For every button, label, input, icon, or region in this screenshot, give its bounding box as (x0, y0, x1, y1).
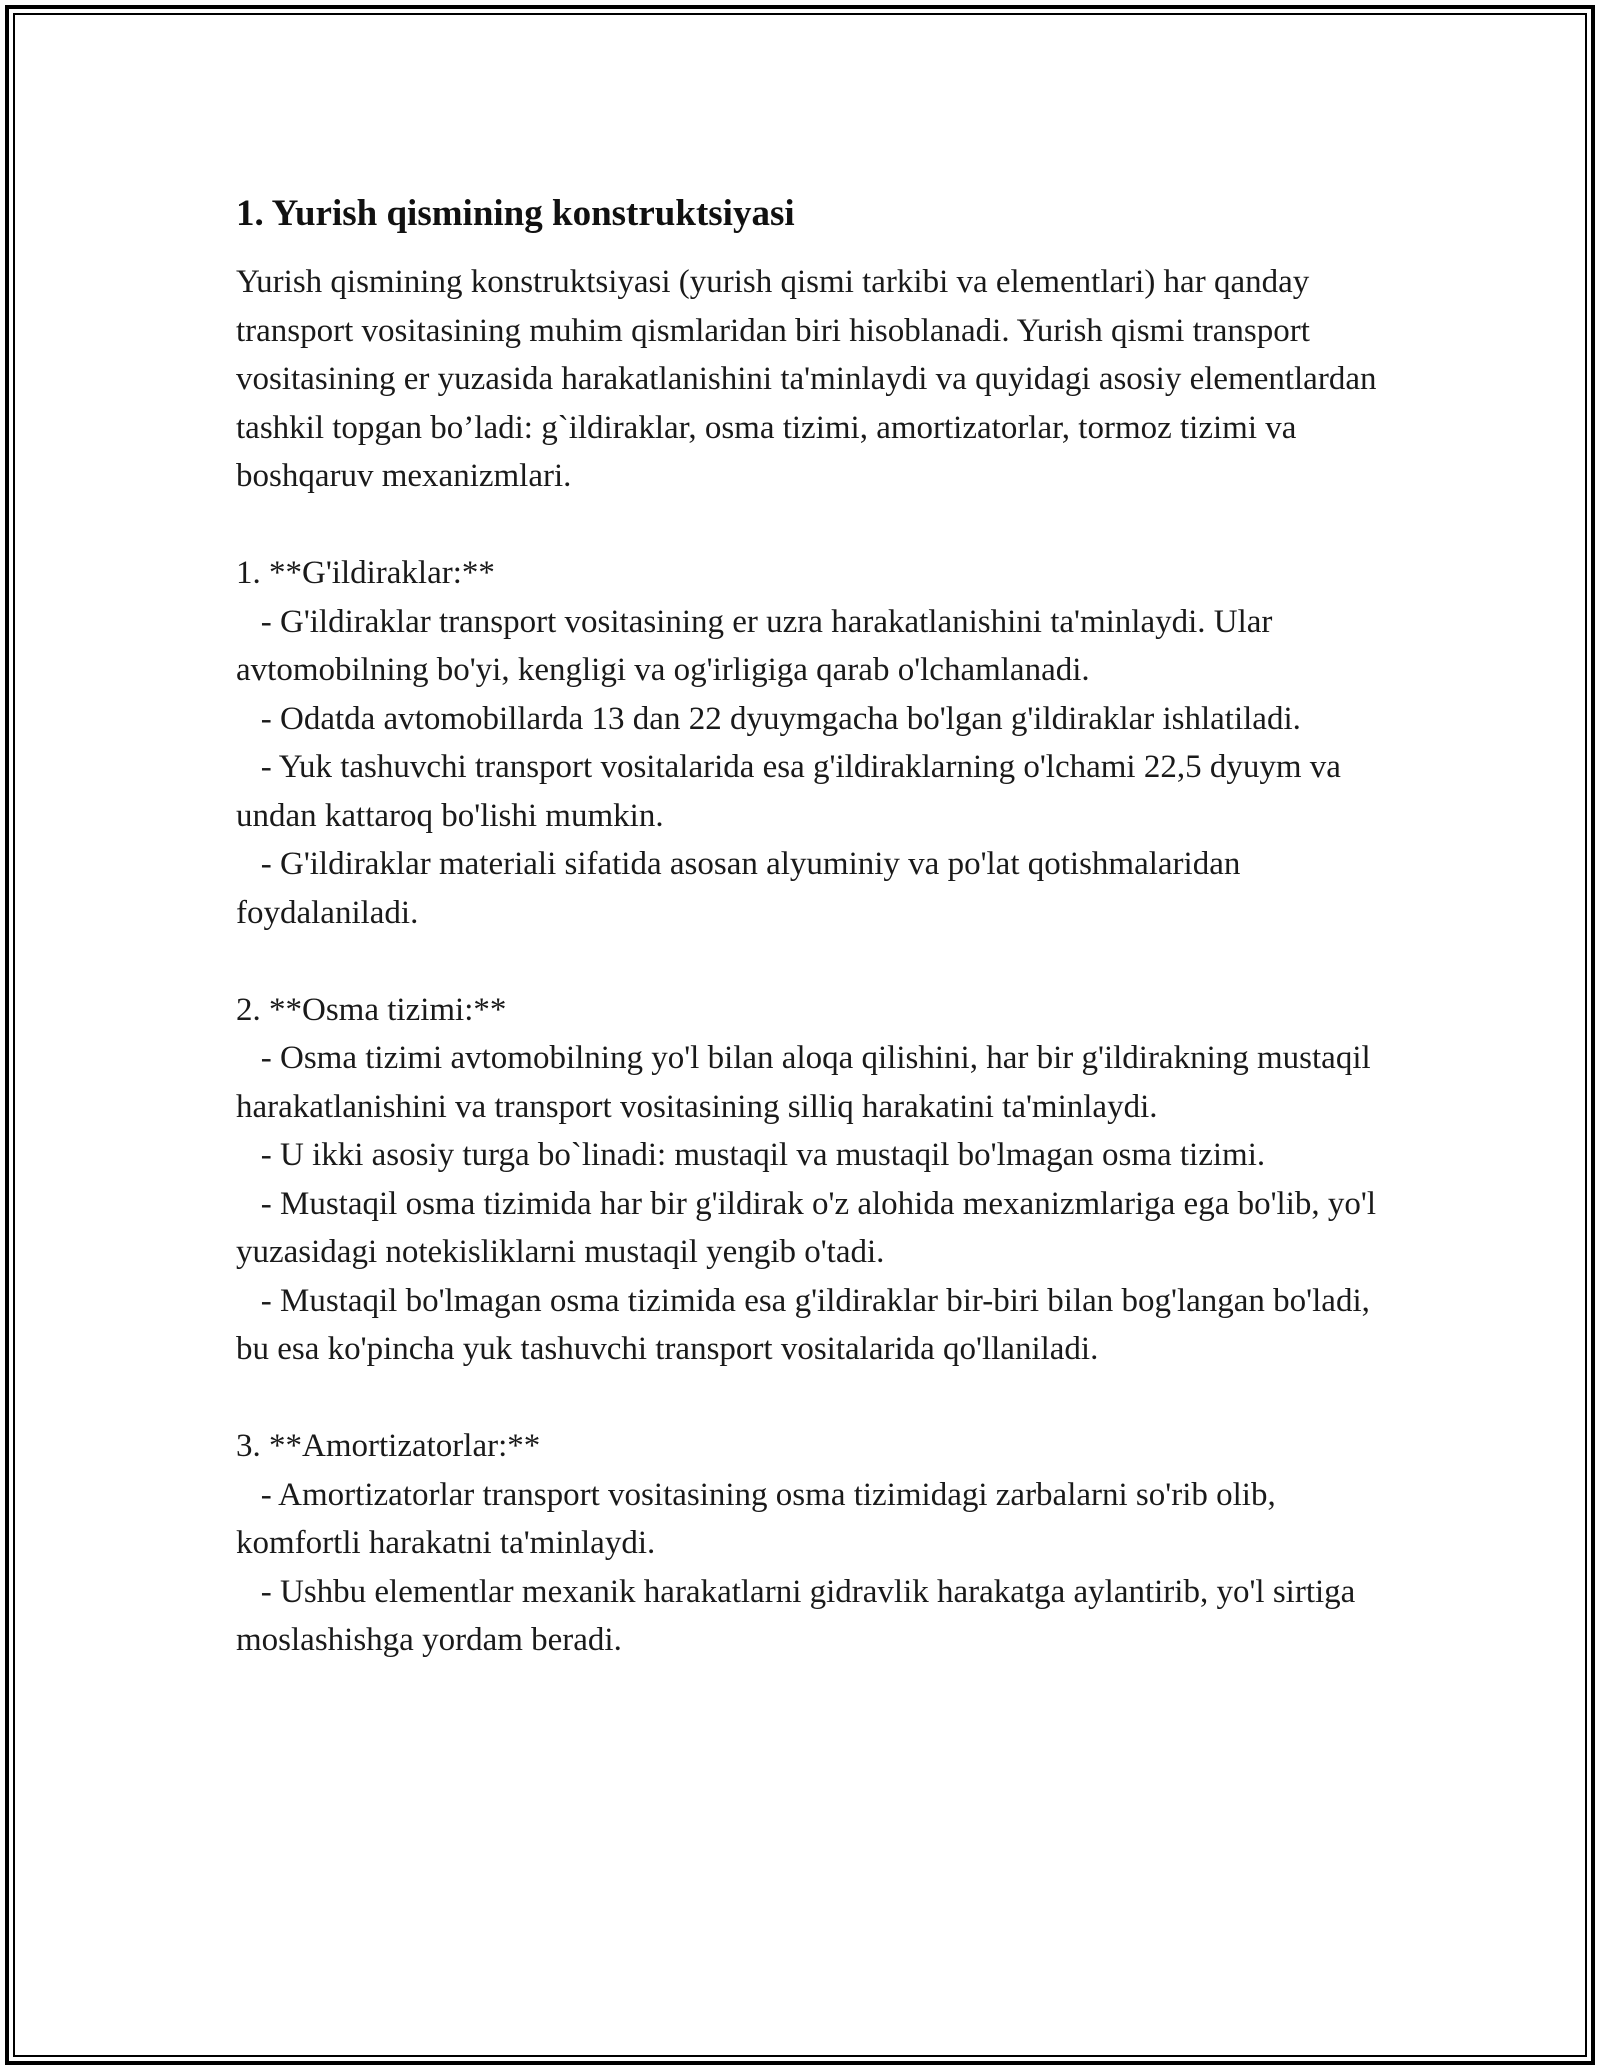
list-item: - G'ildiraklar materiali sifatida asosan alyuminiy va po'lat qotishmalaridan foydalaniladi. (236, 846, 1249, 931)
intro-paragraph: Yurish qismining konstruktsiyasi (yurish qismi tarkibi va elementlari) har qanday transport vositasining muhim qismlaridan biri hisoblanadi. Yurish qismi transport vositasining er yuzasida harakatlanishini ta'minlaydi va quyidagi asosiy elementlardan tashkil topgan bo’ladi: g`ildiraklar, osma tizimi, amortizatorlar, tormoz tizimi va boshqaruv mexanizmlari. (236, 264, 1385, 494)
spacer (236, 501, 1386, 550)
section-heading: 3. **Amortizatorlar:** (236, 1428, 541, 1464)
section-suspension (236, 986, 1386, 1374)
section-heading: 2. **Osma tizimi:** (236, 991, 507, 1028)
list-item: - Ushbu elementlar mexanik harakatlarni gidravlik harakatga aylantirib, yo'l sirtiga moslashishga yordam beradi. (236, 1573, 1364, 1658)
section-wheels (236, 549, 1386, 937)
list-item: - U ikki asosiy turga bo`linadi: mustaqil va mustaqil bo'lmagan osma tizimi. (236, 1137, 1266, 1173)
list-item: - Amortizatorlar transport vositasining osma tizimidagi zarbalarni so'rib olib, komfortli harakatni ta'minlaydi. (236, 1476, 1284, 1561)
section-heading: 1. **G'ildiraklar:** (236, 555, 495, 591)
list-item: - Mustaqil bo'lmagan osma tizimida esa g'ildiraklar bir-biri bilan bog'langan bo'ladi, bu esa ko'pincha yuk tashuvchi transport vositalarida qo'llaniladi. (236, 1282, 1379, 1367)
list-item: - Osma tizimi avtomobilning yo'l bilan aloqa qilishini, har bir g'ildirakning mustaqil harakatlanishini va transport vositasining silliq harakatini ta'minlaydi. (236, 1040, 1379, 1125)
document-title: 1. Yurish qismining konstruktsiyasi (236, 193, 795, 234)
list-item: - Odatda avtomobillarda 13 dan 22 dyuymgacha bo'lgan g'ildiraklar ishlatiladi. (236, 700, 1301, 737)
document-body (236, 188, 1386, 1665)
list-item: - G'ildiraklar transport vositasining er uzra harakatlanishini ta'minlaydi. Ular avtomobilning bo'yi, kengligi va og'irligiga qarab o'lchamlanadi. (236, 603, 1281, 688)
section-shock-absorbers (236, 1422, 1386, 1665)
list-item: - Mustaqil osma tizimida har bir g'ildirak o'z alohida mexanizmlariga ega bo'lib, yo'l yuzasidagi notekisliklarni mustaqil yengib o'tadi. (236, 1185, 1385, 1270)
spacer (236, 1374, 1386, 1423)
spacer (236, 937, 1386, 986)
list-item: - Yuk tashuvchi transport vositalarida esa g'ildiraklarning o'lchami 22,5 dyuym va undan kattaroq bo'lishi mumkin. (236, 749, 1350, 834)
